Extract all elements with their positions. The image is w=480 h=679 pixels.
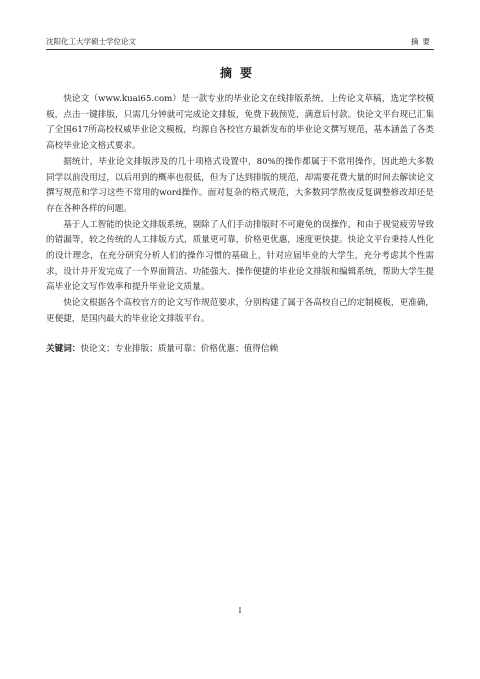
abstract-title: 摘要 bbox=[219, 66, 260, 80]
abstract-paragraph-1: 快论文（www.kuai65.com）是一款专业的毕业论文在线排版系统，上传论文草稿，选定学校模板，点击一键排版，只需几分钟就可完成论文排版，免费下载预览，满意后付款。快论文平台现已汇集了全国617所高校权威毕业论文模板，均源自各校官方最新发布的毕业论文撰写规范，基本涵盖了各类高校毕业论文格式要求。 bbox=[46, 94, 434, 152]
abstract-body bbox=[46, 92, 434, 357]
keywords-label: 关键词： bbox=[46, 343, 81, 354]
abstract-paragraph-3: 基于人工智能的快论文排版系统，剔除了人们手动排版时不可避免的误操作，和由于视觉疲劳导致的错漏等，较之传统的人工排版方式，质量更可靠，价格更优惠，速度更快捷。快论文平台秉持人性化的设计理念，在充分研究分析人们的操作习惯的基础上，针对应届毕业的大学生，充分考虑其个性需求，设计并开发完成了一个界面简洁、功能强大、操作便捷的毕业论文排版和编辑系统，帮助大学生提高毕业论文写作效率和提升毕业论文质量。 bbox=[46, 219, 434, 293]
page-number: I bbox=[238, 606, 242, 615]
keywords-line bbox=[46, 342, 434, 358]
keywords-text: 快论文；专业排版；质量可靠；价格优惠；值得信赖 bbox=[80, 343, 279, 354]
abstract-paragraph-2: 据统计，毕业论文排版涉及的几十项格式设置中，80%的操作都属于不常用操作，因此绝大多数同学以前没用过，以后用到的概率也很低，但为了达到排版的规范，却需要花费大量的时间去解读论文撰写规范和学习这些不常用的word操作。面对复杂的格式规范，大多数同学熬夜反复调整修改却还是存在各种各样的问题。 bbox=[46, 156, 434, 214]
header-thesis-title: 沈阳化工大学硕士学位论文 bbox=[46, 37, 136, 46]
abstract-paragraph-4: 快论文根据各个高校官方的论文写作规范要求，分别构建了属于各高校自己的定制模板，更准确，更便捷，是国内最大的毕业论文排版平台。 bbox=[46, 298, 434, 324]
running-header bbox=[46, 33, 434, 50]
header-section-name: 摘要 bbox=[411, 37, 434, 46]
